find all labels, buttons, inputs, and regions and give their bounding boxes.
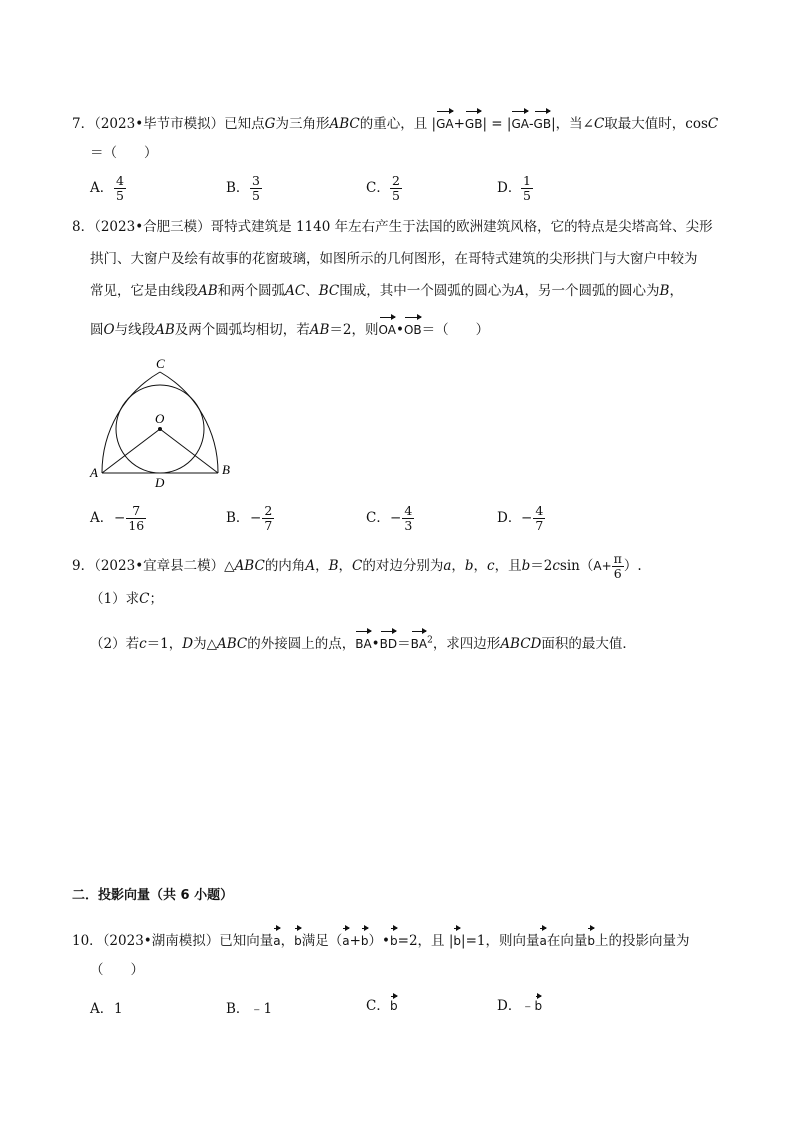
- option-letter: A．: [90, 510, 114, 526]
- q7-text: ，当∠: [555, 116, 594, 132]
- q8-text: ，: [669, 283, 683, 299]
- vector-b: b: [361, 925, 369, 951]
- q10-option-d[interactable]: D．﹣b: [497, 993, 542, 1014]
- fraction: $\frac{4}{3}$: [404, 503, 413, 533]
- q7-var-abc: ABC: [329, 116, 360, 132]
- vector-ob: OB: [404, 314, 422, 340]
- option-letter: A．: [90, 180, 114, 196]
- q7-text: 已知点: [224, 116, 265, 132]
- q9-number: 9．: [72, 558, 95, 574]
- q8-line3: [90, 281, 683, 301]
- arc-ac: [102, 372, 160, 473]
- q8-text: 常见，它是由线段: [90, 283, 198, 299]
- vector-b: b: [294, 925, 302, 951]
- q7-var-c: C: [707, 116, 719, 132]
- q8-var: AB: [155, 322, 175, 338]
- q7-text: 的重心，且: [359, 116, 428, 132]
- vector-oa: OA: [379, 314, 396, 340]
- fraction: $\frac{1}{5}$: [523, 173, 531, 203]
- q8-text: 哥特式建筑是 1140 年左右产生于法国的欧洲建筑风格，它的特点是尖塔高耸、尖形: [210, 219, 713, 235]
- option-letter: C．: [366, 180, 390, 196]
- fraction: $\frac{2}{7}$: [264, 503, 273, 533]
- q10-option-c[interactable]: C．b: [366, 993, 398, 1014]
- segment-oa: [102, 429, 160, 473]
- vector-a: a: [539, 925, 546, 951]
- vector-b: b: [390, 993, 398, 1013]
- q10-number: 10．: [72, 933, 103, 949]
- label-c: C: [156, 356, 165, 371]
- q10-option-a[interactable]: A．1: [90, 1001, 123, 1017]
- option-letter: B．: [226, 180, 250, 196]
- q8-text: 与线段: [114, 322, 156, 338]
- vector-b: b: [453, 925, 461, 951]
- fraction: $\frac{3}{5}$: [252, 173, 260, 203]
- q8-text: 及两个圆弧均相切，若: [174, 322, 310, 338]
- option-letter: D．: [497, 180, 522, 196]
- q7-option-b[interactable]: [226, 174, 262, 203]
- gothic-arch-figure: [86, 355, 246, 490]
- q8-option-b[interactable]: B．− $\frac{2}{7}$: [226, 503, 273, 533]
- q7-line2: ＝（ ）: [90, 145, 158, 161]
- arc-bc: [160, 372, 218, 473]
- vector-ba: BA: [411, 628, 427, 654]
- q8-var: BC: [318, 283, 340, 299]
- q8-text: ，另一个圆弧的圆心为: [524, 283, 660, 299]
- vector-ga: GA: [511, 108, 529, 134]
- q9-sub2: （2）若c＝1，D为△ABC的外接圆上的点，$BA•BD=BA^2$，求四边形ABCD面积的最大值．: [90, 628, 636, 654]
- vector-gb: GB: [534, 108, 552, 134]
- q7-option-c[interactable]: [366, 174, 402, 203]
- q7-source: （2023•毕节市模拟）: [94, 116, 225, 132]
- q8-text: ＝2，则: [329, 322, 379, 338]
- q8-number: 8．: [72, 219, 95, 235]
- label-o: O: [155, 411, 165, 426]
- vector-b: b: [535, 993, 543, 1013]
- label-a: A: [90, 465, 98, 480]
- q7-line1: 7．（2023•毕节市模拟）已知点G为三角形ABC的重心，且 |GA+GB| = |GA-GB|，当∠C取最大值时，cosC: [72, 108, 718, 134]
- q7-number: 7．: [72, 116, 95, 132]
- q10-option-b[interactable]: B．﹣1: [226, 1001, 273, 1017]
- vector-bd: BD: [380, 628, 397, 654]
- q8-text: 围成，其中一个圆弧的圆心为: [339, 283, 515, 299]
- vector-b: b: [390, 925, 398, 951]
- q8-option-d[interactable]: D．− $\frac{4}{7}$: [497, 503, 544, 533]
- q8-text: 、: [305, 283, 319, 299]
- q9-line1: 9．（2023•宜章县二模）△ABC的内角A，B，C的对边分别为a，b，c，且b＝2csin（A+ $\frac{\pi}{6}$ ）.: [72, 551, 642, 581]
- vector-ga: GA: [436, 108, 454, 134]
- q7-option-d[interactable]: [497, 174, 533, 203]
- q8-var: AB: [198, 283, 218, 299]
- q8-option-c[interactable]: C．− $\frac{4}{3}$: [366, 503, 413, 533]
- q7-option-a[interactable]: [90, 174, 126, 203]
- center-point-o: [158, 427, 162, 431]
- q8-line4: 圆O与线段AB及两个圆弧均相切，若AB＝2，则OA•OB＝（ ）: [90, 314, 489, 340]
- q8-source: （2023•合肥三模）: [94, 219, 211, 235]
- q8-text: 圆: [90, 322, 104, 338]
- q8-var: O: [103, 322, 115, 338]
- q8-text: ＝（ ）: [421, 322, 490, 338]
- q7-abs-expr-1: |GA+GB|: [432, 116, 487, 132]
- section-title: 二．投影向量（共 6 小题）: [72, 888, 234, 903]
- q9-sub1: （1）求C；: [90, 591, 163, 607]
- q8-option-a[interactable]: A．− $\frac{7}{16}$: [90, 503, 145, 533]
- vector-b: b: [587, 925, 595, 951]
- q8-text: 和两个圆弧: [217, 283, 286, 299]
- option-letter: C．: [366, 510, 390, 526]
- q7-abs-expr-2: |GA-GB|: [507, 116, 556, 132]
- vector-gb: GB: [465, 108, 483, 134]
- fraction: $\frac{\pi}{6}$: [613, 551, 622, 581]
- fraction: $\frac{4}{7}$: [535, 503, 544, 533]
- q8-var: B: [659, 283, 670, 299]
- q10-line1: 10．（2023•湖南模拟）已知向量a，b满足（a+b）•b=2，且 |b|=1，则向量a在向量b上的投影向量为: [72, 925, 689, 951]
- label-b: B: [222, 462, 230, 477]
- q7-var-c: C: [593, 116, 605, 132]
- q8-var: AB: [309, 322, 330, 338]
- q9-text: △: [224, 558, 235, 574]
- vector-ba: BA: [355, 628, 371, 654]
- q7-text: 取最大值时，cos: [604, 116, 708, 132]
- option-letter: D．: [497, 510, 522, 526]
- q9-source: （2023•宜章县二模）: [94, 558, 225, 574]
- q7-var-g: G: [264, 116, 276, 132]
- fraction: $\frac{4}{5}$: [116, 173, 124, 203]
- q8-var: A: [514, 283, 525, 299]
- option-letter: B．: [226, 510, 250, 526]
- q8-line1: [72, 217, 713, 237]
- q8-line2: 拱门、大窗户及绘有故事的花窗玻璃，如图所示的几何图形，在哥特式建筑的尖形拱门与大窗户中较为: [90, 251, 698, 267]
- fraction: $\frac{2}{5}$: [392, 173, 400, 203]
- q8-var: AC: [285, 283, 306, 299]
- segment-ob: [160, 429, 218, 473]
- q10-line2: （ ）: [90, 962, 144, 978]
- vector-a: a: [342, 925, 349, 951]
- vector-a: a: [273, 925, 280, 951]
- q7-text: 为三角形: [275, 116, 330, 132]
- q10-source: （2023•湖南模拟）: [102, 933, 220, 949]
- fraction: $\frac{7}{16}$: [128, 503, 145, 533]
- label-d: D: [155, 475, 165, 490]
